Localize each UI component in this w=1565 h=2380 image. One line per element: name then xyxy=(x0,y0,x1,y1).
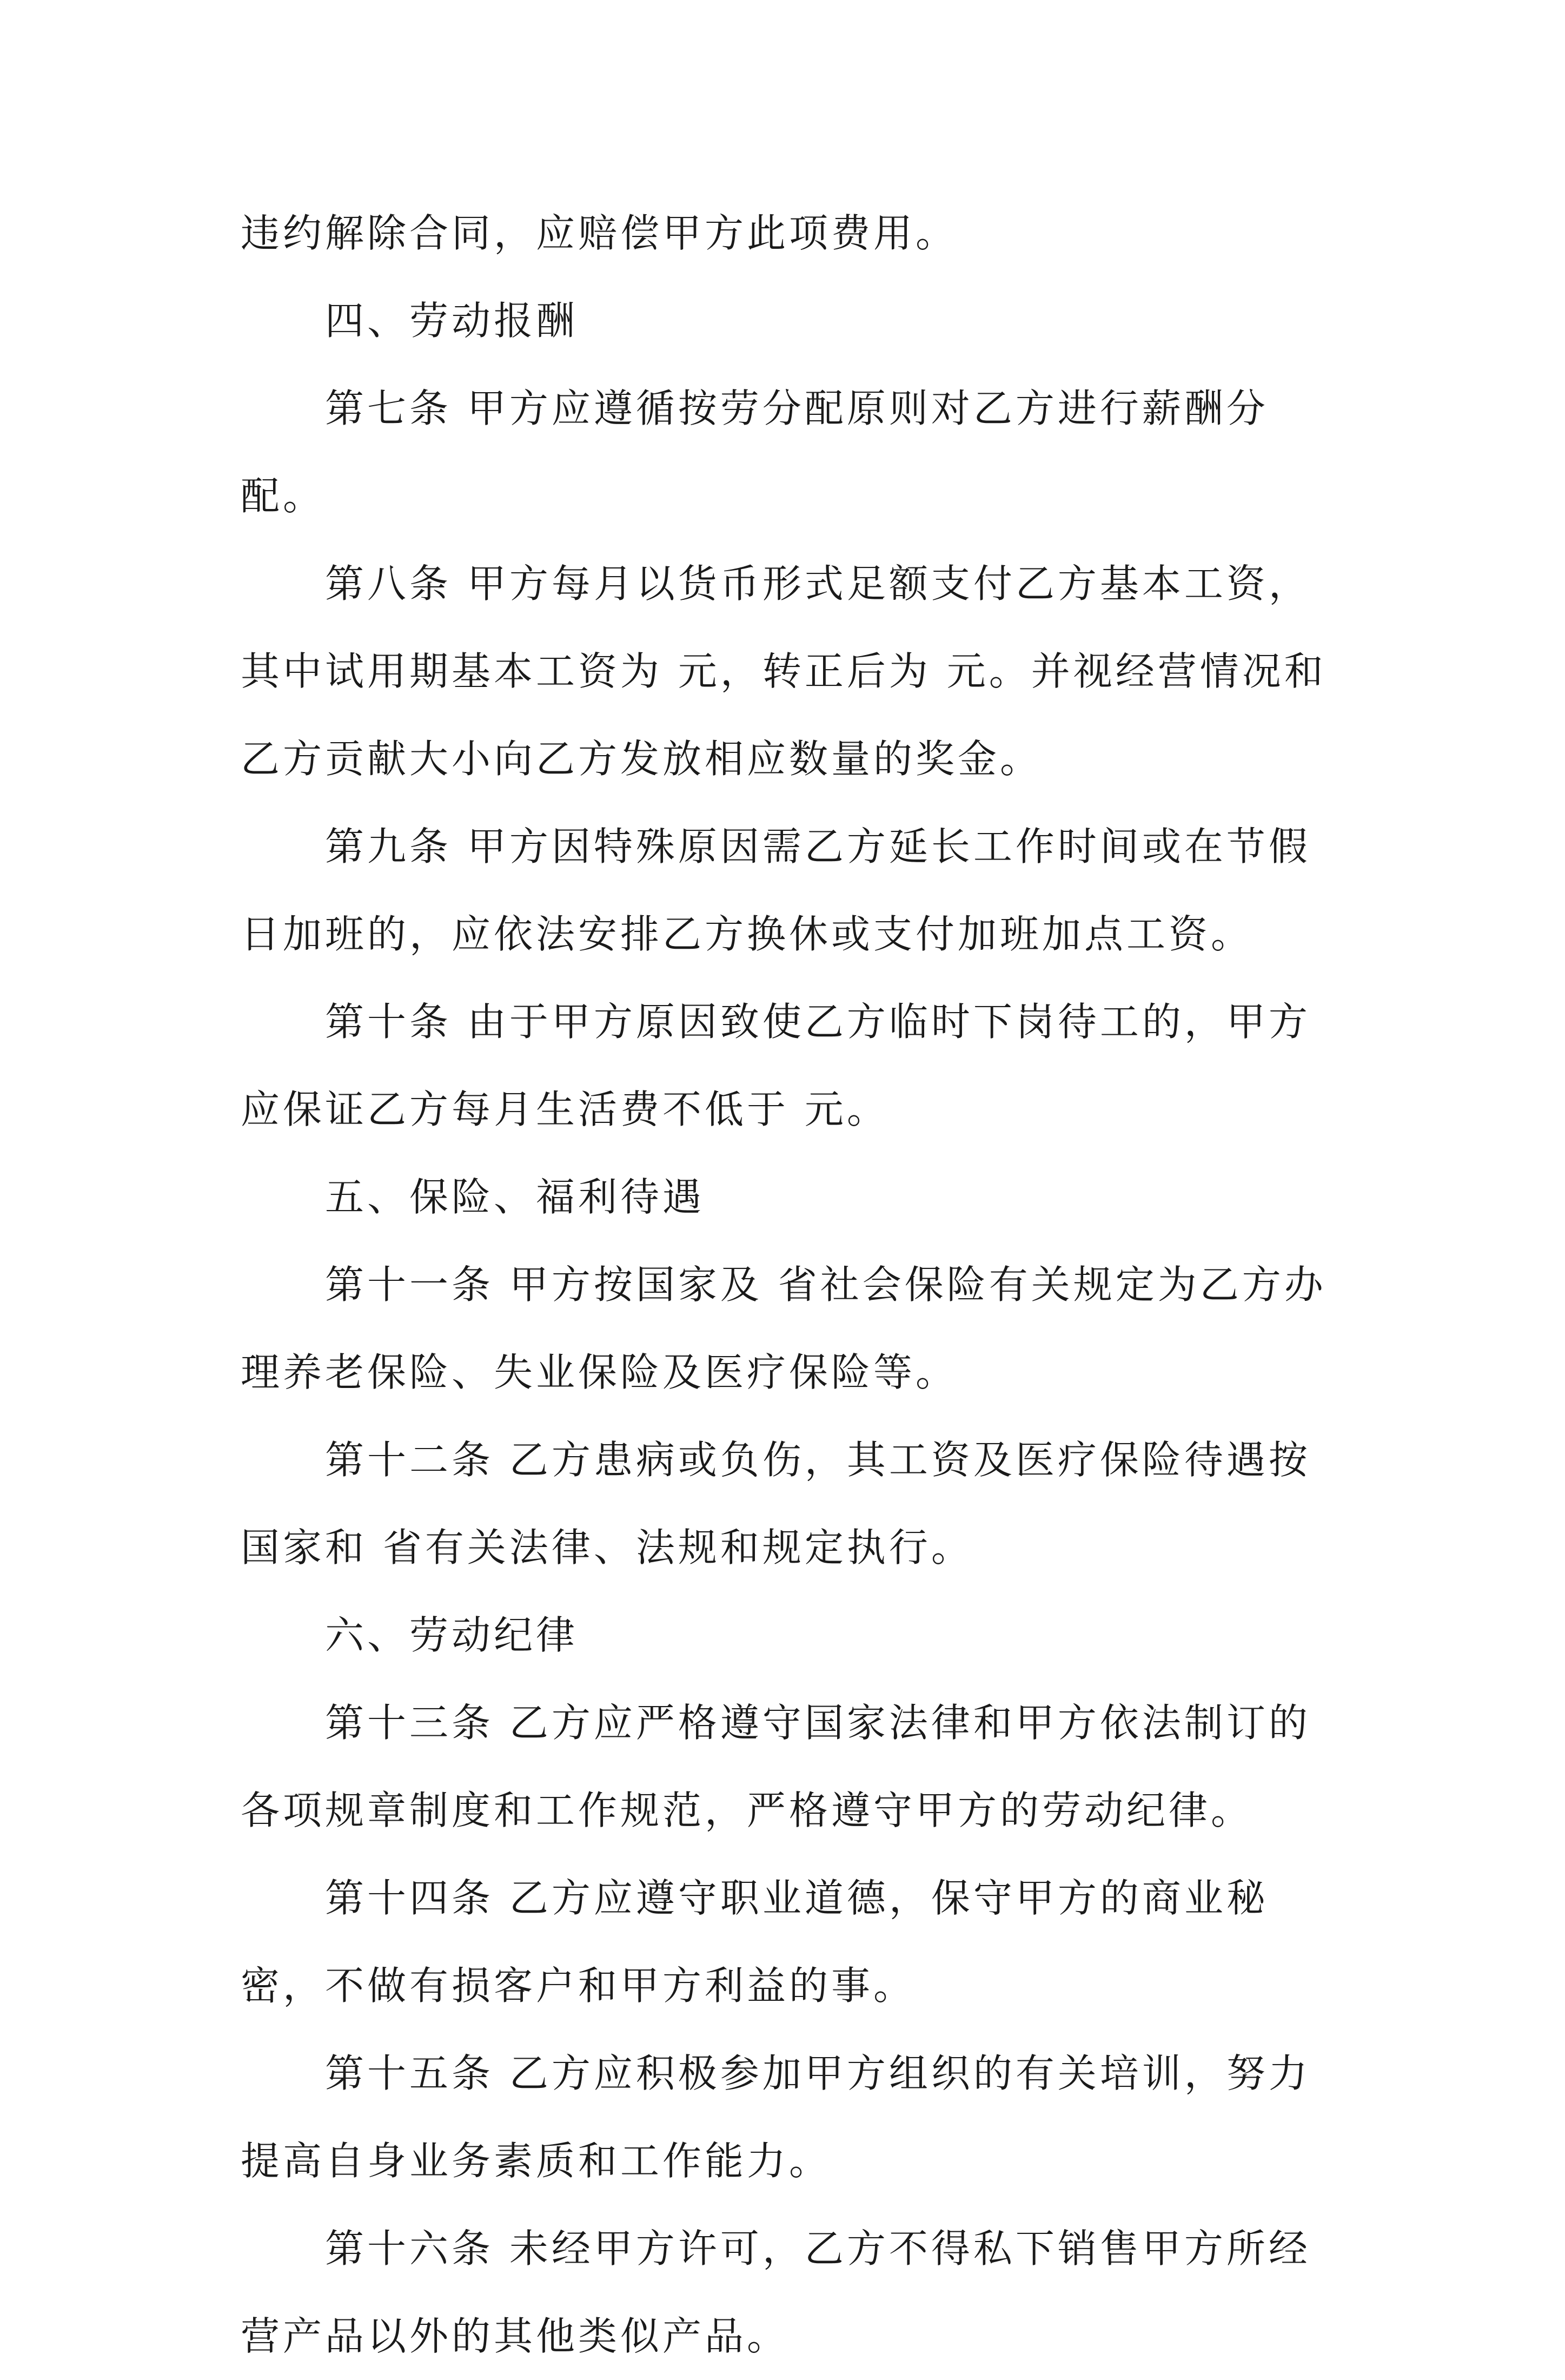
section-heading-labor-discipline: 六、劳动纪律 xyxy=(325,1612,579,1658)
article-15: 第十五条 乙方应积极参加甲方组织的有关培训，努力提高自身业务素质和工作能力。 xyxy=(241,2051,1311,2184)
section-heading-insurance-benefits: 五、保险、福利待遇 xyxy=(325,1174,705,1220)
article-11: 第十一条 甲方按国家及 省社会保险有关规定为乙方办理养老保险、失业保险及医疗保险等。 xyxy=(241,1262,1327,1395)
article-13: 第十三条 乙方应严格遵守国家法律和甲方依法制订的各项规章制度和工作规范，严格遵守甲方的劳动纪律。 xyxy=(241,1700,1311,1833)
article-16: 第十六条 未经甲方许可，乙方不得私下销售甲方所经营产品以外的其他类似产品。 xyxy=(241,2226,1311,2359)
article-7: 第七条 甲方应遵循按劳分配原则对乙方进行薪酬分配。 xyxy=(241,386,1269,519)
paragraph-continuation: 违约解除合同，应赔偿甲方此项费用。 xyxy=(241,210,958,256)
article-10: 第十条 由于甲方原因致使乙方临时下岗待工的，甲方应保证乙方每月生活费不低于 元。 xyxy=(241,999,1311,1132)
article-14: 第十四条 乙方应遵守职业道德，保守甲方的商业秘密，不做有损客户和甲方利益的事。 xyxy=(241,1875,1269,2008)
document-body xyxy=(241,189,1347,2380)
section-heading-compensation: 四、劳动报酬 xyxy=(325,298,579,343)
article-9: 第九条 甲方因特殊原因需乙方延长工作时间或在节假日加班的，应依法安排乙方换休或支付加班加点工资。 xyxy=(241,824,1311,957)
article-8: 第八条 甲方每月以货币形式足额支付乙方基本工资，其中试用期基本工资为 元，转正后为 元。并视经营情况和乙方贡献大小向乙方发放相应数量的奖金。 xyxy=(241,561,1327,782)
article-12: 第十二条 乙方患病或负伤，其工资及医疗保险待遇按国家和 省有关法律、法规和规定执行。 xyxy=(241,1437,1311,1570)
